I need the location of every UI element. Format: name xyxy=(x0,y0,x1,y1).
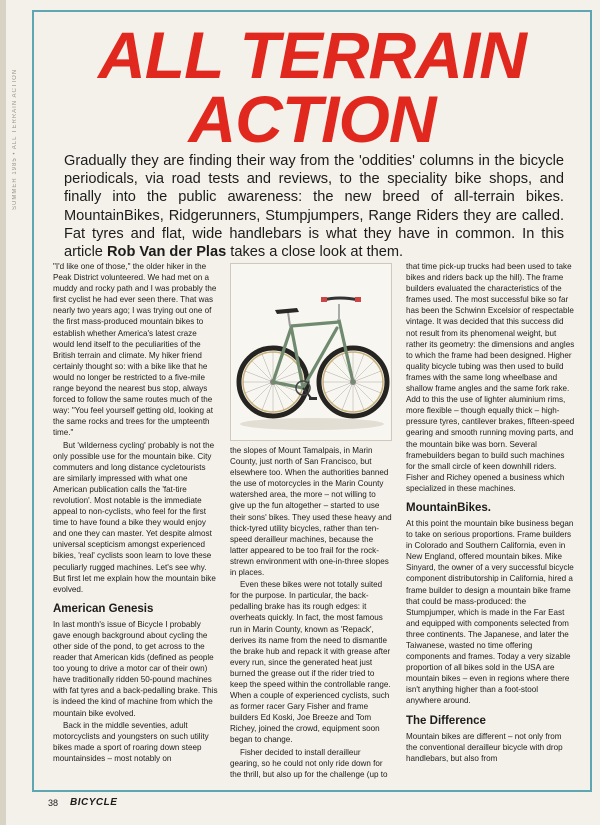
paragraph: At this point the mountain bike business began to take on serious proportions. Frame builders in Colorado and Southern California, even in New England, offered mountain bikes. Mike Sinyard, the owner of a very successful bicycle component distributorship in California, hired a frame builder to design a mountain bike frame that could be mass-produced: the Stumpjumper, which is made in the Far East and equipped with components selected from three continents. The Japanese, and later the Taiwanese, wasted no time offering components and frames. Today a very sizable proportion of all bikes sold in the USA are mountain bikes – even in regions where there isn't anything higher than a foot-stool anywhere around. xyxy=(406,518,574,706)
section-heading-mountainbikes: MountainBikes. xyxy=(406,501,491,514)
headline-line-2: ACTION xyxy=(188,82,436,156)
standfirst xyxy=(64,152,564,261)
standfirst-tail: takes a close look at them. xyxy=(230,244,404,261)
paragraph: that time pick-up trucks had been used to take bikes and riders back up the hill). The frame builders evaluated the characteristics of the frames used. The most successful bike so far has been the Schwinn Excelsior of respectable vintage. It was decided that this success did not result from its phenomenal weight, but rather its geometry: the dimensions and angles to which the frame had been designed. Higher quality bicycle tubing was then used to build frames with the same long wheelbase and shallow frame angles and the same fork rake. Add to this the use of lighter aluminium rims, more flexible – though equally thick – high-pressure tyres, cantilever brakes, fifteen-speed gearing and smooth running moving parts, and the mountain bike was born. Several framebuilders began to build such machines for the small circle of keen downhill riders. Fisher and Richey opened a business which specialized in these machines. xyxy=(406,262,575,493)
column-2 xyxy=(230,445,392,781)
mountain-bike-illustration xyxy=(231,264,392,441)
paragraph: Back in the middle seventies, adult motorcyclists and youngsters on such utility bikes made a sport of roaring down steep mountainsides – most notably on xyxy=(53,720,209,763)
column-3 xyxy=(406,261,575,765)
author-name: Rob Van der Plas xyxy=(107,244,227,261)
paragraph: In last month's issue of Bicycle I probably gave enough background about cycling the other side of the pond, to get across to the reader that American kids (defined as people too young to drive a motor car of their own) have traditionally ridden 50-pound machines with fat tyres and a back-pedalling brake. This is indeed the kind of machine from which the mountain bike evolved. xyxy=(53,619,218,718)
page-number: 38 xyxy=(48,798,59,808)
spine-text: SUMMER 1985 • ALL TERRAIN ACTION xyxy=(12,68,18,210)
column-1 xyxy=(53,261,219,765)
paragraph: the slopes of Mount Tamalpais, in Marin County, just north of San Francisco, but elsewhere too. When the authorities banned the use of motorcycles in the Marin County watershed area, the more – not willing to give up the fun altogether – started to use their sons' bikes. They used these heavy and thick-tyred utility bicycles, rather than ten-speed derailleur machines, because the latter appeared to be too frail for the rock-strewn environment with one-in-three slopes in places. xyxy=(230,446,392,578)
paragraph: Even these bikes were not totally suited for the purpose. In particular, the back-pedalling brake has its rough edges: it overheats quickly. In fact, the most famous run in Marin County, known as 'Repack', derives its name from the need to dismantle the brake hub and repack it with grease after every run, since the generated heat just burned the grease out if the rider tried to keep the speed within the controllable range. When a couple of experienced cyclists, such as former racer Gary Fisher and frame builders Ed Koski, Joe Breeze and Tom Richey, joined the crowd, equipment soon began to change. xyxy=(230,580,391,745)
paragraph: "I'd like one of those," the older hiker in the Peak District volunteered. We had met on a muddy and rocky path and I was probably the first cyclist he had ever seen there. That was nearly two years ago; I was trying out one of the first mass-produced mountain bikes to establish whether America's latest craze would lend itself to the peculiarities of the British terrain and climate. My hiker friend certainly thought so: with a bike like that he would no longer be restricted to a five-mile range beyond the nearest bus stop, always forced to follow the same routes much of the way: "You feel yourself getting old, looking at the same rocks and trees for the umpteenth time." xyxy=(53,262,217,438)
paragraph: Fisher decided to install derailleur gearing, so he could not only ride down for the thrill, but also up for the challenge (up to xyxy=(230,747,388,779)
magazine-name: BICYCLE xyxy=(70,797,118,808)
paragraph: Mountain bikes are different – not only from the conventional derailleur bicycle with drop handlebars, but also from xyxy=(406,731,563,763)
section-heading-the-difference: The Difference xyxy=(406,714,486,727)
mountain-bike-photo xyxy=(230,263,392,441)
section-heading-american-genesis: American Genesis xyxy=(53,602,154,615)
headline-line-1: ALL TERRAIN xyxy=(98,18,526,92)
standfirst-text: Gradually they are finding their way from the 'oddities' columns in the bicycle periodicals, via road tests and reviews, to the speciality bike shops, and finally into the public awareness: the new breed of all-terrain bikes. MountainBikes, Ridgerunners, Stumpjumpers, Range Riders they are called. Fat tyres and flat, wide handlebars is what they have in common. In this article xyxy=(64,153,564,261)
paragraph: But 'wilderness cycling' probably is not the only possible use for the mountain bike. City commuters and long distance cycletourists are similarly impressed with what one American publication calls the 'fat-tire revolution'. Most notable is the immediate appeal to non-cyclists, who feel for the first time to have found a bike they would enjoy and one they can master. Yet despite almost universal scepticism amongst experienced bikies, 'real' cyclists soon learn to love these peculiarly rugged machines. Let's see why. But first let me explain how the mountain bike evolved. xyxy=(53,440,216,594)
